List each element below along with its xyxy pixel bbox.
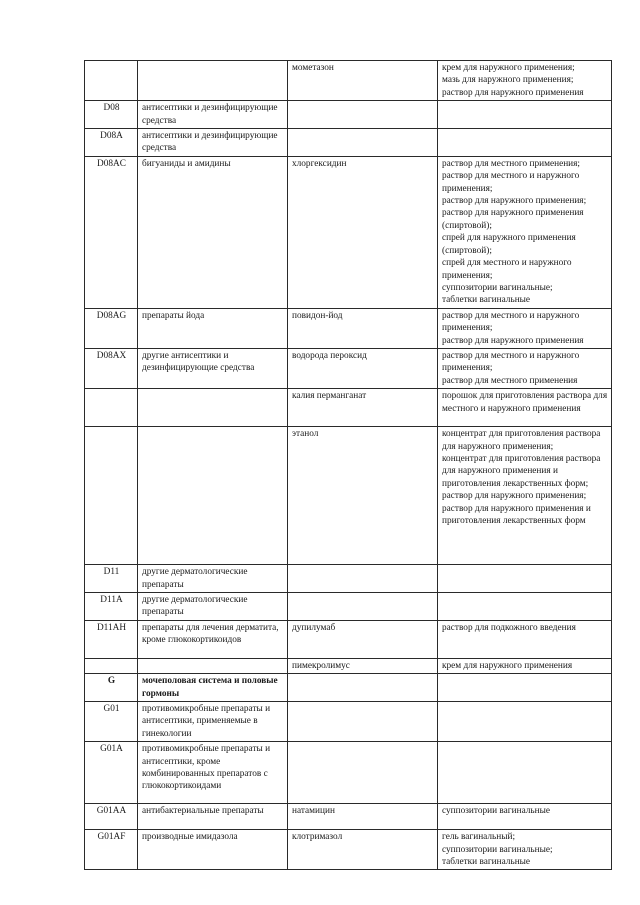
dosage-form-cell <box>438 742 612 804</box>
atc-code-cell: D08 <box>85 101 138 129</box>
atc-code-cell: D08A <box>85 129 138 157</box>
atc-code-cell <box>85 61 138 101</box>
drug-name-cell <box>288 742 438 804</box>
table-row <box>85 348 612 388</box>
atc-group-cell: препараты для лечения дерматита, кроме глюкокортикоидов <box>138 620 288 658</box>
atc-group-cell: антибактериальные препараты <box>138 804 288 830</box>
dosage-form-cell <box>438 674 612 702</box>
dosage-form-cell: порошок для приготовления раствора для местного и наружного применения <box>438 389 612 427</box>
dosage-form-cell <box>438 101 612 129</box>
atc-code-cell: G01AA <box>85 804 138 830</box>
atc-code-cell: D08AX <box>85 348 138 388</box>
table-row <box>85 804 612 830</box>
dosage-form-cell <box>438 129 612 157</box>
table-row <box>85 674 612 702</box>
drug-name-cell: этанол <box>288 427 438 565</box>
table-row <box>85 830 612 870</box>
table-row <box>85 592 612 620</box>
dosage-form-cell: суппозитории вагинальные <box>438 804 612 830</box>
dosage-form-cell: раствор для местного и наружного применения; раствор для местного применения <box>438 348 612 388</box>
atc-group-cell: препараты йода <box>138 308 288 348</box>
drug-name-cell: дупилумаб <box>288 620 438 658</box>
atc-group-cell: бигуаниды и амидины <box>138 156 288 308</box>
atc-group-cell: другие дерматологические препараты <box>138 592 288 620</box>
drug-name-cell <box>288 592 438 620</box>
drug-name-cell <box>288 129 438 157</box>
table-row <box>85 565 612 593</box>
dosage-form-cell: раствор для подкожного введения <box>438 620 612 658</box>
drug-name-cell <box>288 565 438 593</box>
atc-group-cell: противомикробные препараты и антисептики, кроме комбинированных препаратов с глюкокортикоидами <box>138 742 288 804</box>
table-row <box>85 620 612 658</box>
atc-code-cell: D08AC <box>85 156 138 308</box>
drug-name-cell: мометазон <box>288 61 438 101</box>
atc-code-cell: G01AF <box>85 830 138 870</box>
atc-code-cell: G <box>85 674 138 702</box>
drug-name-cell: хлоргексидин <box>288 156 438 308</box>
atc-group-cell: антисептики и дезинфицирующие средства <box>138 129 288 157</box>
table-row <box>85 742 612 804</box>
atc-code-cell: D08AG <box>85 308 138 348</box>
dosage-form-cell <box>438 592 612 620</box>
atc-group-cell: другие антисептики и дезинфицирующие средства <box>138 348 288 388</box>
dosage-form-cell: концентрат для приготовления раствора для наружного применения; концентрат для приготовления раствора для наружного применения и приготовления лекарственных форм; раствор для наружного применения; раствор для наружного применения и приготовления лекарственных форм <box>438 427 612 565</box>
atc-group-cell: антисептики и дезинфицирующие средства <box>138 101 288 129</box>
atc-code-cell: D11 <box>85 565 138 593</box>
atc-group-cell <box>138 389 288 427</box>
drug-name-cell: клотримазол <box>288 830 438 870</box>
atc-code-cell <box>85 658 138 673</box>
drug-name-cell <box>288 101 438 129</box>
dosage-form-cell: крем для наружного применения <box>438 658 612 673</box>
dosage-form-cell: гель вагинальный; суппозитории вагинальные; таблетки вагинальные <box>438 830 612 870</box>
table-row <box>85 427 612 565</box>
dosage-form-cell <box>438 565 612 593</box>
table-row <box>85 156 612 308</box>
drug-name-cell <box>288 674 438 702</box>
atc-group-cell: производные имидазола <box>138 830 288 870</box>
atc-group-cell <box>138 658 288 673</box>
atc-code-cell <box>85 427 138 565</box>
table-row <box>85 101 612 129</box>
atc-code-cell: D11A <box>85 592 138 620</box>
atc-code-cell: D11AH <box>85 620 138 658</box>
dosage-form-cell: раствор для местного и наружного применения; раствор для наружного применения <box>438 308 612 348</box>
atc-code-cell <box>85 389 138 427</box>
dosage-form-cell <box>438 702 612 742</box>
atc-code-cell: G01A <box>85 742 138 804</box>
drug-name-cell: пимекролимус <box>288 658 438 673</box>
table-row <box>85 61 612 101</box>
drug-name-cell <box>288 702 438 742</box>
drug-list-table <box>84 60 612 870</box>
table-row <box>85 702 612 742</box>
atc-group-cell <box>138 61 288 101</box>
table-row <box>85 129 612 157</box>
drug-name-cell: калия перманганат <box>288 389 438 427</box>
table-body <box>85 61 612 870</box>
atc-group-cell <box>138 427 288 565</box>
atc-group-cell: противомикробные препараты и антисептики, применяемые в гинекологии <box>138 702 288 742</box>
dosage-form-cell: раствор для местного применения; раствор для местного и наружного применения; раствор для наружного применения; раствор для наружного применения (спиртовой); спрей для наружного применения (спиртовой); спрей для местного и наружного применения; суппозитории вагинальные; таблетки вагинальные <box>438 156 612 308</box>
drug-name-cell: повидон-йод <box>288 308 438 348</box>
dosage-form-cell: крем для наружного применения; мазь для наружного применения; раствор для наружного применения <box>438 61 612 101</box>
drug-name-cell: натамицин <box>288 804 438 830</box>
drug-name-cell: водорода пероксид <box>288 348 438 388</box>
atc-group-cell: другие дерматологические препараты <box>138 565 288 593</box>
table-row <box>85 658 612 673</box>
table-row <box>85 389 612 427</box>
table-row <box>85 308 612 348</box>
atc-group-cell: мочеполовая система и половые гормоны <box>138 674 288 702</box>
atc-code-cell: G01 <box>85 702 138 742</box>
